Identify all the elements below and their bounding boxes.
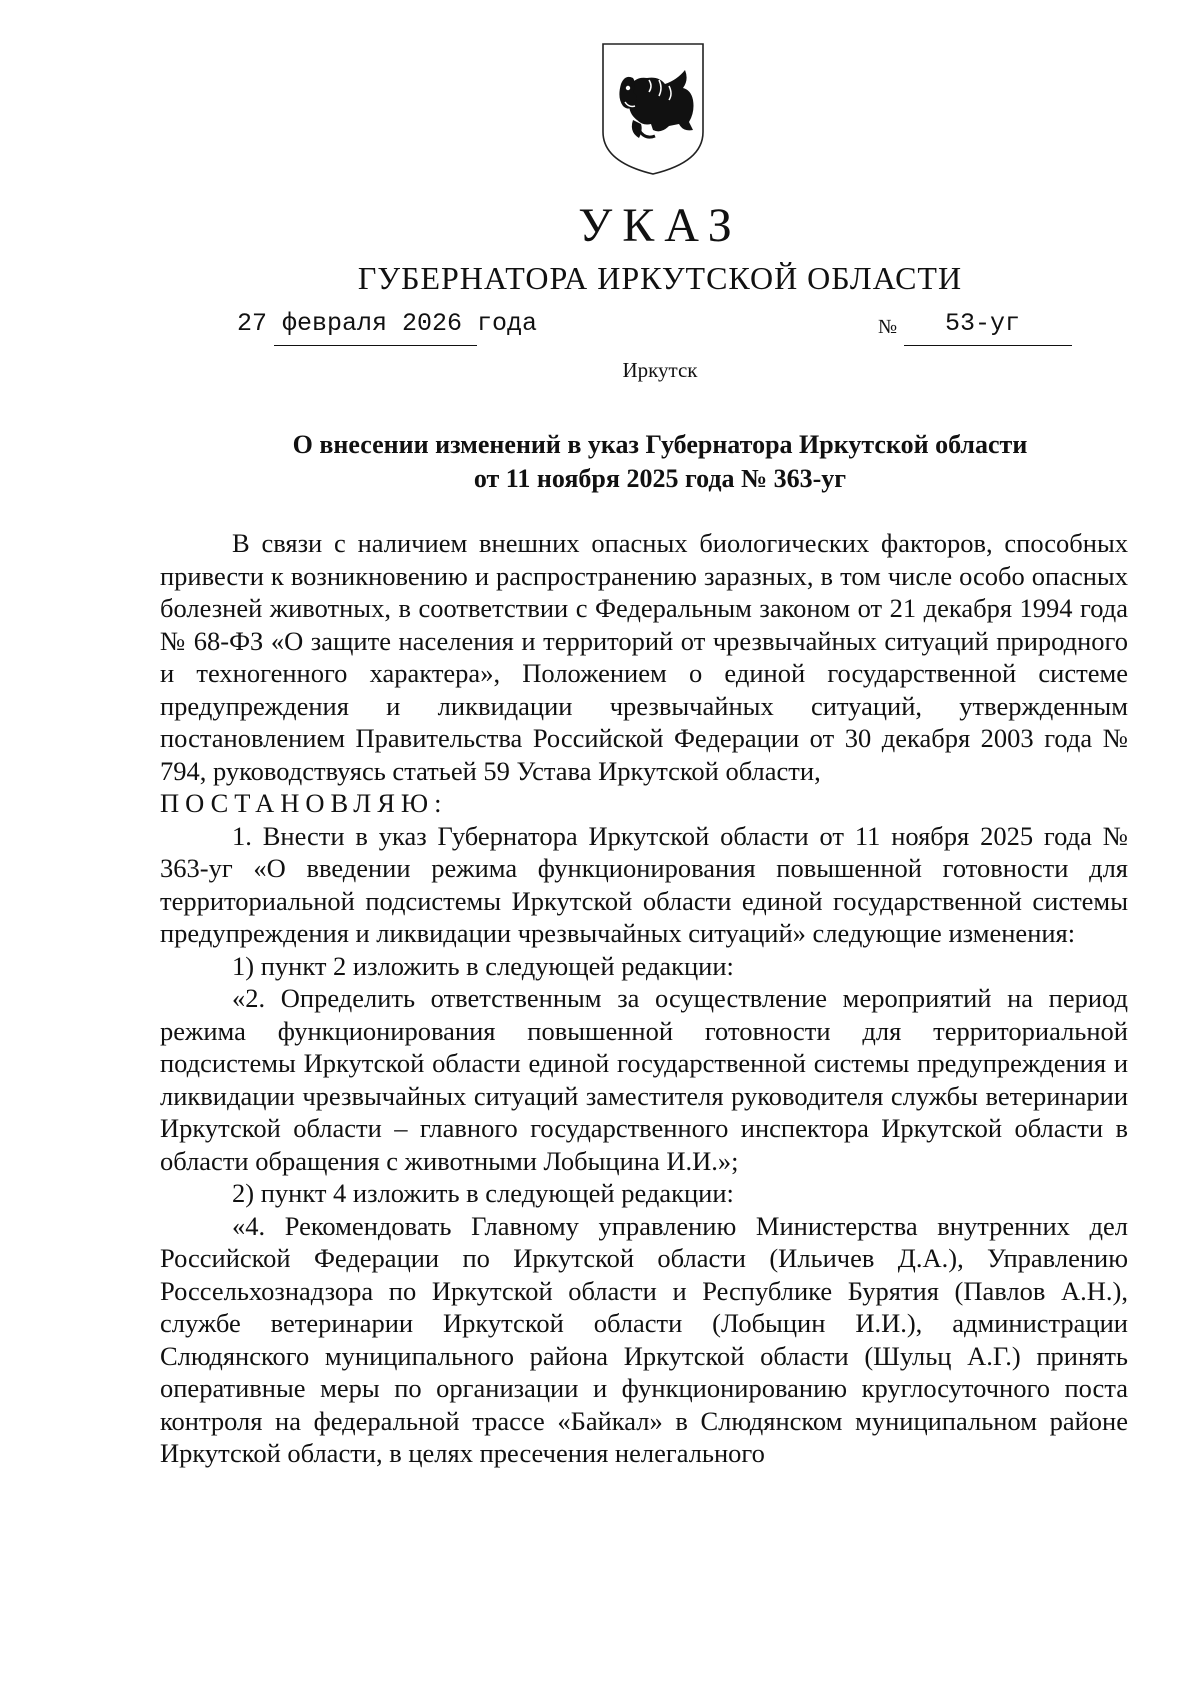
subitem-2-text: «4. Рекомендовать Главному управлению Министерства внутренних дел Российской Федерации по Иркутской области (Ильичев Д.А.), Управлению Россельхознадзора по Иркутской области и Республике Бурятия (Павлов А.Н.), службе ветеринарии Иркутской области (Лобыцин И.И.), администрации Слюдянского муниципального района Иркутской области (Шульц А.Г.) принять оперативные меры по организации и функционированию круглосуточного поста контроля на федеральной трассе «Байкал» в Слюдянском муниципальном районе Иркутской области, в целях пресечения нелегального bbox=[160, 1210, 1128, 1468]
decree-word: ПОСТАНОВЛЯЮ: bbox=[160, 788, 448, 818]
document-body bbox=[160, 527, 1128, 1470]
heading-line-1: О внесении изменений в указ Губернатора Иркутской области bbox=[292, 430, 1028, 459]
coat-of-arms-icon bbox=[599, 40, 707, 178]
document-type-title: УКАЗ bbox=[578, 199, 742, 252]
item-1-paragraph: 1. Внести в указ Губернатора Иркутской области от 11 ноября 2025 года № 363-уг «О введении режима функционирования повышенной готовности для территориальной подсистемы Иркутской области единой государственной системы предупреждения и ликвидации чрезвычайных ситуаций» следующие изменения: bbox=[160, 820, 1128, 948]
number-label: № bbox=[878, 316, 898, 338]
number-underline bbox=[904, 345, 1072, 346]
subitem-1-text: «2. Определить ответственным за осуществление мероприятий на период режима функционирования повышенной готовности для территориальной подсистемы Иркутской области единой государственной системы предупреждения и ликвидации чрезвычайных ситуаций заместителя руководителя службы ветеринарии Иркутской области – главного государственного инспектора Иркутской области в области обращения с животными Лобыцина И.И.»; bbox=[160, 983, 1128, 1176]
document-number: 53-уг bbox=[945, 309, 1021, 338]
document-heading bbox=[160, 428, 1160, 496]
document-date: 27 февраля 2026 года bbox=[237, 309, 538, 338]
heading-line-2: от 11 ноября 2025 года № 363-уг bbox=[473, 464, 847, 493]
subitem-1-heading: 1) пункт 2 изложить в следующей редакции: bbox=[232, 950, 734, 981]
city-name: Иркутск bbox=[622, 358, 698, 382]
date-underline bbox=[274, 345, 477, 346]
issuer-title: ГУБЕРНАТОРА ИРКУТСКОЙ ОБЛАСТИ bbox=[357, 260, 963, 296]
preamble-paragraph: В связи с наличием внешних опасных биологических факторов, способных привести к возникновению и распространению заразных, в том числе особо опасных болезней животных, в соответствии с Федеральным законом от 21 декабря 1994 года № 68-ФЗ «О защите населения и территорий от чрезвычайных ситуаций природного и техногенного характера», Положением о единой государственной системе предупреждения и ликвидации чрезвычайных ситуаций, утвержденным постановлением Правительства Российской Федерации от 30 декабря 2003 года № 794, руководствуясь статьей 59 Устава Иркутской области, bbox=[160, 528, 1128, 786]
subitem-2-heading: 2) пункт 4 изложить в следующей редакции: bbox=[232, 1178, 734, 1208]
